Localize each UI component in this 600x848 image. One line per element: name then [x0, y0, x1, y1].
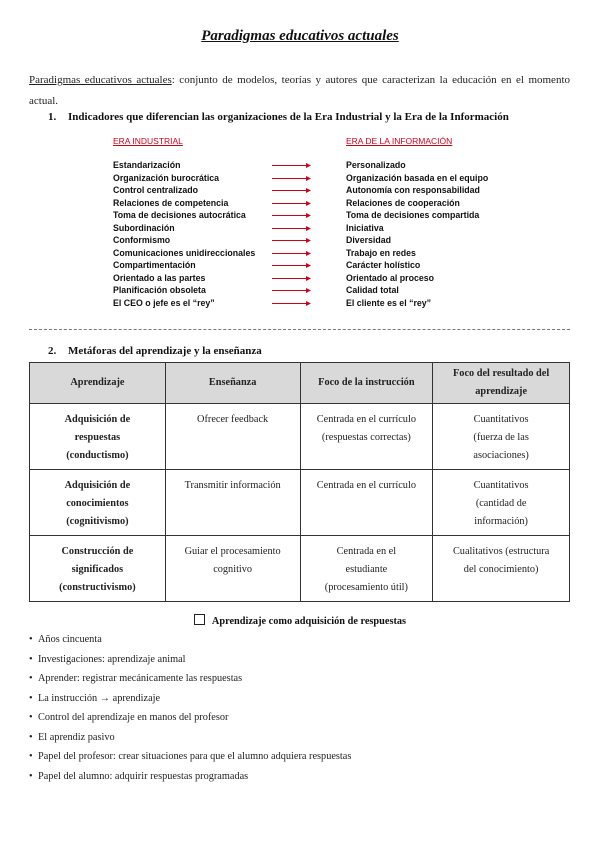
cell-line: información) [474, 516, 528, 527]
list-item: El CEO o jefe es el “rey” [113, 297, 215, 308]
section-3-heading [0, 614, 600, 627]
cell-line: Guiar el procesamiento [184, 546, 281, 557]
cell-line: Adquisición de [64, 480, 131, 491]
cell-line: Centrada en el [336, 546, 397, 557]
table-header-row [30, 363, 570, 404]
bullet-icon: • [29, 751, 33, 762]
section-1-title: Indicadores que diferencian las organizaciones de la Era Industrial y la Era de la Información [68, 111, 509, 123]
cell-line: (conductismo) [66, 450, 129, 461]
cell-line: respuestas [74, 432, 121, 443]
intro-text: : conjunto de modelos, teorías y autores que caracterizan la educación en el momento actual. [29, 74, 570, 107]
list-item: Relaciones de competencia [113, 197, 229, 208]
cell-line: conocimientos [66, 498, 129, 509]
bullet-text: Aprender: registrar mecánicamente las respuestas [38, 673, 243, 684]
table-cell [30, 536, 166, 602]
list-item: Relaciones de cooperación [346, 197, 460, 208]
right-arrow-icon [272, 287, 312, 294]
cell-line: Adquisición de [64, 414, 131, 425]
right-arrow-icon [272, 225, 312, 232]
cell-line: (cantidad de [475, 498, 527, 509]
right-arrow-icon [272, 200, 312, 207]
right-arrow-icon [272, 175, 312, 182]
table-header-cell: Enseñanza [165, 363, 300, 404]
table-cell [30, 470, 166, 536]
cell-line: del conocimiento) [463, 564, 539, 575]
table-header-cell: Foco del resultado del aprendizaje [433, 363, 570, 404]
metaphors-table [29, 362, 570, 602]
bullet-text: La instrucción → aprendizaje [38, 692, 161, 704]
bullet-text: El aprendiz pasivo [38, 731, 115, 743]
right-arrow-icon [272, 162, 312, 169]
table-cell [300, 470, 433, 536]
table-cell [300, 404, 433, 470]
era-industrial-header: ERA INDUSTRIAL [113, 136, 183, 146]
table-cell [433, 536, 570, 602]
cell-line: Ofrecer feedback [197, 414, 269, 425]
bullet-icon: • [29, 770, 33, 782]
cell-line: Cuantitativos [473, 414, 529, 425]
table-cell [433, 470, 570, 536]
section-2-heading [48, 345, 262, 357]
bullet-list [29, 630, 351, 786]
table-row [30, 404, 570, 470]
list-item: Toma de decisiones compartida [346, 210, 480, 220]
cell-line: Centrada en el currículo [316, 414, 416, 425]
table-row [30, 470, 570, 536]
list-item: Estandarización [113, 160, 181, 170]
right-arrow-icon [272, 237, 312, 244]
cell-line: (cognitivismo) [66, 516, 129, 527]
list-item [29, 767, 351, 787]
list-item: Calidad total [346, 285, 399, 295]
right-arrow-icon [272, 300, 312, 307]
table-cell [165, 404, 300, 470]
checkbox-icon [194, 614, 205, 625]
cell-line: significados [71, 564, 124, 575]
cell-line: Cuantitativos [473, 480, 529, 491]
list-item: El cliente es el “rey” [346, 297, 432, 308]
list-item: Control centralizado [113, 185, 199, 195]
right-arrow-icon [272, 212, 312, 219]
cell-line: Construcción de [61, 546, 134, 557]
section-1-number: 1. [48, 111, 57, 123]
bullet-text: Investigaciones: aprendizaje animal [38, 653, 186, 665]
list-item [29, 728, 351, 748]
list-item: Comunicaciones unidireccionales [113, 247, 256, 258]
right-arrow-icon [272, 262, 312, 269]
table-header-cell: Foco de la instrucción [300, 363, 433, 404]
list-item: Toma de decisiones autocrática [113, 210, 246, 220]
cell-line: Centrada en el currículo [316, 480, 416, 491]
list-item: Compartimentación [113, 260, 196, 270]
table-cell [433, 404, 570, 470]
bullet-text: Papel del alumno: adquirir respuestas programadas [38, 770, 249, 782]
cell-line: (constructivismo) [59, 582, 136, 593]
list-item [29, 669, 351, 689]
right-arrow-icon [272, 275, 312, 282]
section-2-title: Metáforas del aprendizaje y la enseñanza [68, 345, 262, 357]
bullet-icon: • [29, 692, 33, 704]
cell-line: asociaciones) [473, 450, 529, 461]
list-item: Conformismo [113, 235, 171, 245]
bullet-icon: • [29, 653, 33, 665]
table-cell [30, 404, 166, 470]
bullet-text: Años cincuenta [38, 634, 102, 645]
list-item: Planificación obsoleta [113, 285, 206, 295]
section-2-number: 2. [48, 345, 57, 357]
list-item: Diversidad [346, 235, 391, 245]
era-informacion-list [346, 159, 488, 309]
cell-line: (fuerza de las [473, 432, 529, 443]
list-item [29, 747, 351, 767]
list-item: Carácter holístico [346, 260, 421, 270]
cell-line: estudiante [345, 564, 388, 575]
list-item: Subordinación [113, 222, 175, 233]
bullet-icon: • [29, 731, 33, 743]
era-industrial-list [113, 159, 255, 309]
table-cell [300, 536, 433, 602]
right-arrow-icon [272, 187, 312, 194]
table-cell [165, 536, 300, 602]
cell-line: Cualitativos (estructura [452, 546, 550, 557]
section-1-heading [48, 111, 509, 123]
section-divider [29, 329, 570, 330]
page-title: Paradigmas educativos actuales [201, 28, 399, 44]
right-arrow-icon [272, 250, 312, 257]
bullet-icon: • [29, 634, 33, 645]
cell-line: (procesamiento útil) [324, 582, 408, 593]
list-item: Trabajo en redes [346, 247, 416, 258]
arrow-column [272, 159, 312, 309]
list-item: Autonomía con responsabilidad [346, 185, 480, 195]
list-item [29, 630, 351, 650]
list-item: Orientado a las partes [113, 272, 206, 283]
bullet-icon: • [29, 673, 33, 684]
bullet-icon: • [29, 712, 33, 723]
list-item: Orientado al proceso [346, 272, 434, 283]
list-item [29, 708, 351, 728]
list-item: Organización burocrática [113, 172, 220, 183]
table-row [30, 536, 570, 602]
era-informacion-header: ERA DE LA INFORMACIÓN [346, 136, 453, 146]
list-item [29, 689, 351, 709]
cell-line: (respuestas correctas) [321, 432, 411, 443]
bullet-text: Papel del profesor: crear situaciones para que el alumno adquiera respuestas [38, 751, 352, 762]
list-item: Iniciativa [346, 222, 384, 233]
intro-paragraph [29, 70, 570, 112]
table-cell [165, 470, 300, 536]
bullet-text: Control del aprendizaje en manos del profesor [38, 712, 229, 723]
list-item: Personalizado [346, 160, 406, 170]
section-3-title: Aprendizaje como adquisición de respuestas [211, 616, 407, 627]
list-item: Organización basada en el equipo [346, 172, 489, 183]
list-item [29, 650, 351, 670]
cell-line: cognitivo [213, 564, 253, 575]
table-header-cell: Aprendizaje [30, 363, 166, 404]
cell-line: Transmitir información [184, 480, 281, 491]
intro-term: Paradigmas educativos actuales [29, 74, 172, 86]
